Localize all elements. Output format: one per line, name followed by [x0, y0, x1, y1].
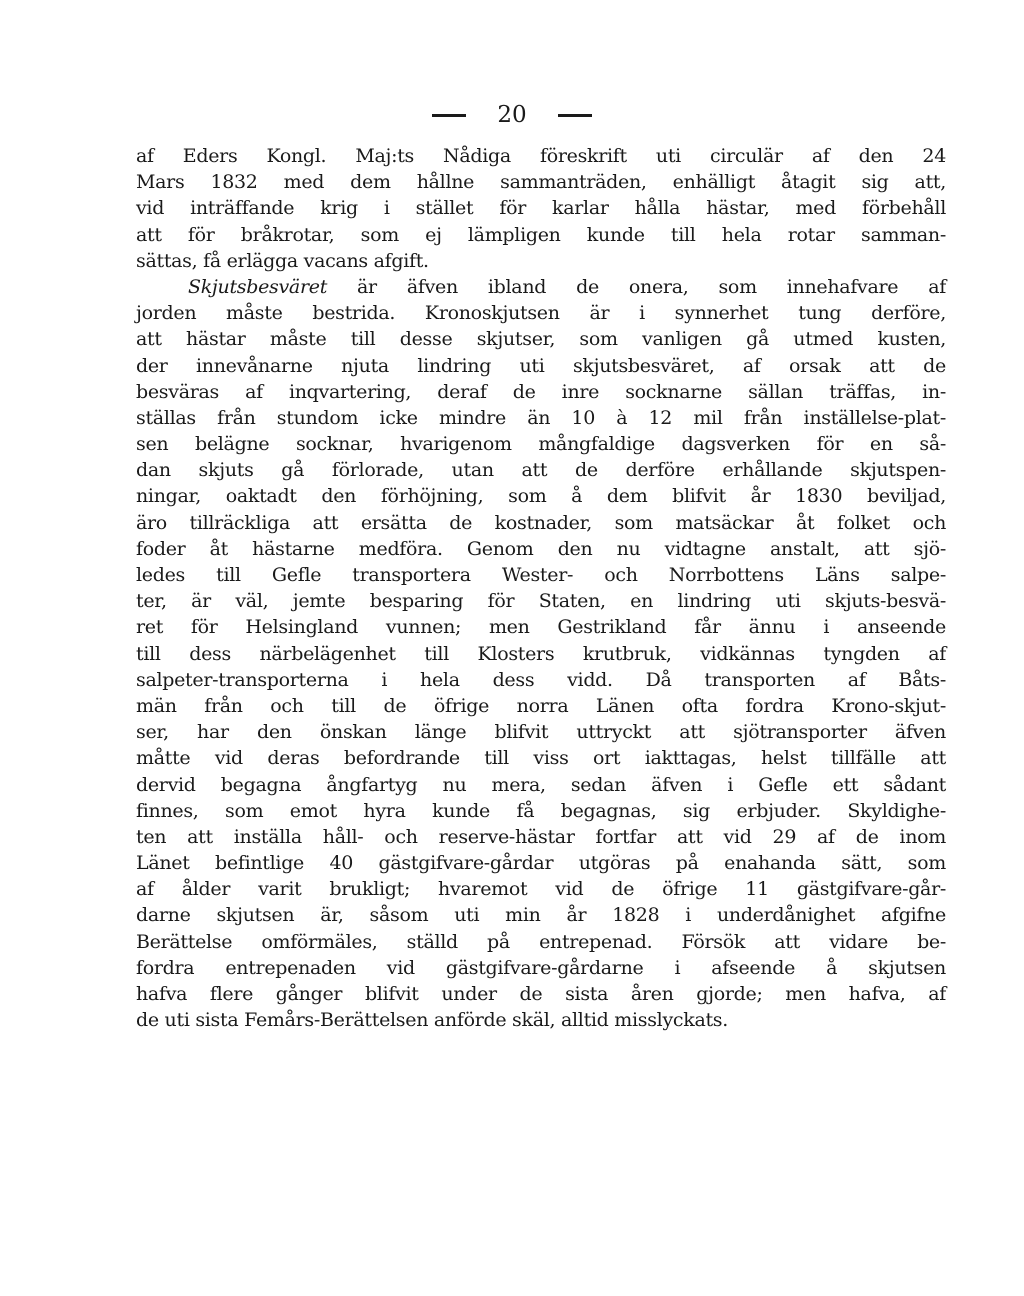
text-line: jorden måste bestrida. Kronoskjutsen är i synnerhet tung derföre, [136, 302, 946, 325]
text-line: vid inträffande krig i stället för karlar hålla hästar, med förbehåll [136, 197, 946, 220]
text-line: män från och till de öfrige norra Länen ofta fordra Krono-skjut- [136, 694, 946, 717]
text-line: att för bråkrotar, som ej lämpligen kunde till hela rotar samman- [136, 223, 946, 246]
text-line: att hästar måste till desse skjutser, som vanligen gå utmed kusten, [136, 328, 946, 351]
text-line: ter, är väl, jemte besparing för Staten, en lindring uti skjuts-besvä- [136, 590, 946, 613]
text-line: dervid begagna ångfartyg nu mera, sedan äfven i Gefle ett sådant [136, 773, 946, 796]
text-line: af ålder varit brukligt; hvaremot vid de öfrige 11 gästgifvare-går- [136, 878, 946, 901]
text-line: Mars 1832 med dem hållne sammanträden, enhälligt åtagit sig att, [136, 171, 946, 194]
text-line: Länet befintlige 40 gästgifvare-gårdar utgöras på enahanda sätt, som [136, 852, 946, 875]
text-line: ret för Helsingland vunnen; men Gestrikland får ännu i anseende [136, 616, 946, 639]
text-line: ställas från stundom icke mindre än 10 à 12 mil från inställelse-plat- [136, 406, 946, 429]
text-line: sen belägne socknar, hvarigenom mångfaldige dagsverken för en så- [136, 433, 946, 456]
text-line: darne skjutsen är, såsom uti min år 1828 i underdånighet afgifne [136, 904, 946, 927]
first-line-rest: är äfven ibland de onera, som innehafvare af [327, 275, 946, 298]
text-line: ser, har den önskan länge blifvit uttryckt att sjötransporter äfven [136, 721, 946, 744]
text-line: sättas, få erlägga vacans afgift. [136, 249, 429, 272]
text-line: ten att inställa håll- och reserve-hästar fortfar att vid 29 af de inom [136, 825, 946, 848]
text-line: af Eders Kongl. Maj:ts Nådiga föreskrift uti circulär af den 24 [136, 145, 946, 167]
text-line: ningar, oaktadt den förhöjning, som å dem blifvit år 1830 beviljad, [136, 485, 946, 508]
header-dash-right [558, 114, 592, 117]
italic-term: Skjutsbesväret [188, 275, 328, 298]
text-line: måtte vid deras befordrande till viss ort iakttagas, helst tillfälle att [136, 747, 946, 770]
paragraph-first-line [136, 274, 946, 300]
text-line: der innevånarne njuta lindring uti skjutsbesväret, af orsak att de [136, 354, 946, 377]
text-line: fordra entrepenaden vid gästgifvare-gårdarne i afseende å skjutsen [136, 956, 946, 979]
page-header [0, 100, 1024, 128]
text-line: Berättelse omförmäles, ställd på entrepenad. Försök att vidare be- [136, 930, 946, 953]
header-dash-left [432, 114, 466, 117]
text-line: ledes till Gefle transportera Wester- och Norrbottens Läns salpe- [136, 564, 946, 586]
text-line: dan skjuts gå förlorade, utan att de derföre erhållande skjutspen- [136, 459, 946, 482]
text-line: äro tillräckliga att ersätta de kostnader, som matsäckar åt folket och [136, 511, 946, 534]
body-text [136, 143, 946, 1033]
text-line: hafva flere gånger blifvit under de sista åren gjorde; men hafva, af [136, 983, 946, 1005]
text-line: till dess närbelägenhet till Klosters krutbruk, vidkännas tyngden af [136, 642, 946, 665]
text-line: de uti sista Femårs-Berättelsen anförde skäl, alltid misslyckats. [136, 1009, 728, 1032]
text-line: finnes, som emot hyra kunde få begagnas, sig erbjuder. Skyldighe- [136, 799, 946, 822]
page-number: 20 [497, 102, 527, 128]
text-line: foder åt hästarne medföra. Genom den nu vidtagne anstalt, att sjö- [136, 537, 946, 560]
text-line: besväras af inqvartering, deraf de inre socknarne sällan träffas, in- [136, 380, 946, 403]
text-line: salpeter-transporterna i hela dess vidd. Då transporten af Båts- [136, 668, 946, 691]
